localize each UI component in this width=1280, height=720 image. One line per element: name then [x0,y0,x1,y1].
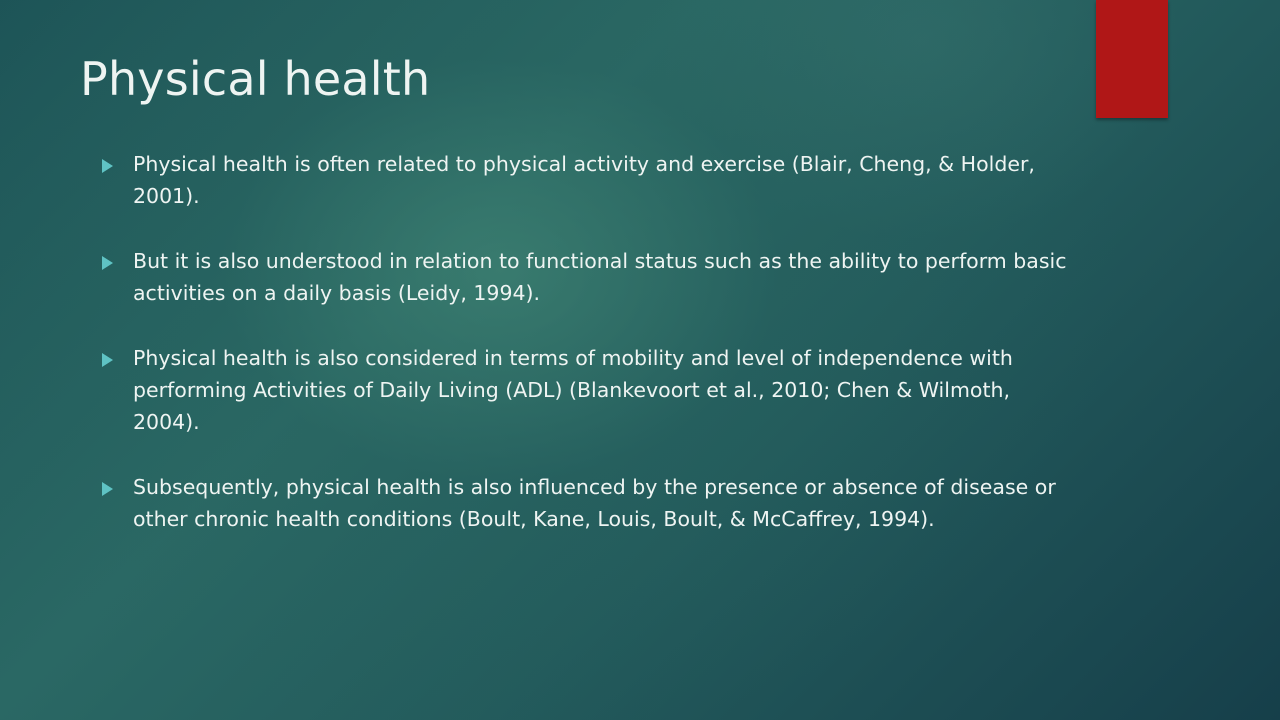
bullet-item [102,471,1082,535]
bullet-text: Subsequently, physical health is also influenced by the presence or absence of disease or other chronic health conditions (Boult, Kane, Louis, Boult, & McCaffrey, 1994). [133,475,1056,531]
bullet-item [102,342,1082,438]
bullet-list [102,148,1082,568]
bullet-item [102,245,1082,309]
red-accent-bar [1096,0,1168,118]
bullet-text: Physical health is also considered in terms of mobility and level of independence with performing Activities of Daily Living (ADL) (Blankevoort et al., 2010; Chen & Wilmoth, 2004). [133,346,1013,434]
arrow-bullet-icon [102,482,113,496]
bullet-text: But it is also understood in relation to functional status such as the ability to perform basic activities on a daily basis (Leidy, 1994). [133,249,1067,305]
bullet-text: Physical health is often related to physical activity and exercise (Blair, Cheng, & Holder, 2001). [133,152,1035,208]
slide-title: Physical health [80,52,431,106]
arrow-bullet-icon [102,159,113,173]
arrow-bullet-icon [102,353,113,367]
arrow-bullet-icon [102,256,113,270]
bullet-item [102,148,1082,212]
